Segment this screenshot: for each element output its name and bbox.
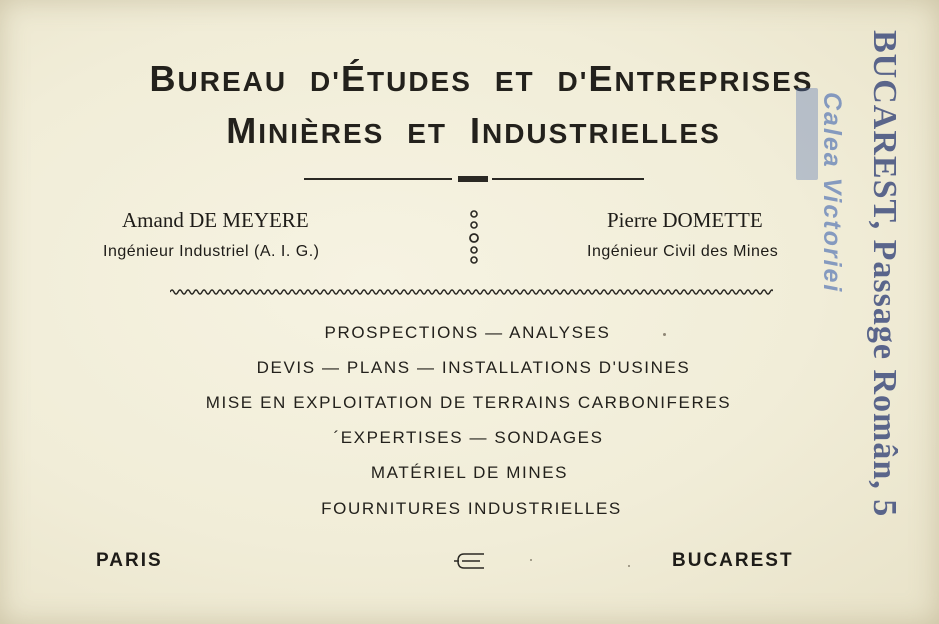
title-word: MINIÈRES xyxy=(226,110,385,151)
service-line-2: DEVIS — PLANS — INSTALLATIONS D'USINES xyxy=(256,358,691,377)
partner-left-name: Amand DE MEYERE xyxy=(122,208,309,232)
service-line-3: MISE EN EXPLOITATION DE TERRAINS CARBONIFERES xyxy=(205,393,732,412)
title-text xyxy=(149,58,814,99)
service-line-4: ´EXPERTISES — SONDAGES xyxy=(333,428,604,447)
city-right: BUCAREST xyxy=(672,550,794,571)
footer-ornament-icon xyxy=(452,551,492,571)
service-line-6: FOURNITURES INDUSTRIELLES xyxy=(321,499,622,518)
title-word: D'ENTREPRISES xyxy=(557,58,814,99)
title-word: BUREAU xyxy=(149,58,288,99)
partner-left-title: Ingénieur Industriel (A. I. G.) xyxy=(103,243,320,260)
title-word: INDUSTRIELLES xyxy=(469,110,721,151)
address-stamp: BUCAREST, Passage Român, 5 xyxy=(866,30,903,518)
paper-speck xyxy=(628,565,630,567)
title-divider-right xyxy=(492,178,644,180)
title-text xyxy=(226,110,721,151)
wavy-rule xyxy=(170,287,773,297)
partner-right-title: Ingénieur Civil des Mines xyxy=(587,243,779,260)
partner-right-name: Pierre DOMETTE xyxy=(607,208,763,232)
service-line-5: MATÉRIEL DE MINES xyxy=(370,463,569,482)
street-stamp: Calea Victoriei xyxy=(818,92,846,294)
city-left: PARIS xyxy=(96,550,163,571)
paper-speck xyxy=(663,333,666,336)
title-word: ET xyxy=(494,66,535,97)
stamp-ink-block xyxy=(796,88,818,180)
title-divider-center xyxy=(458,176,488,182)
dotted-ornament-icon xyxy=(464,208,484,266)
title-word: ET xyxy=(407,118,448,149)
paper-speck xyxy=(530,559,532,561)
title-divider-left xyxy=(304,178,452,180)
title-word: D'ÉTUDES xyxy=(310,58,472,99)
service-line-1: PROSPECTIONS — ANALYSES xyxy=(324,323,611,342)
